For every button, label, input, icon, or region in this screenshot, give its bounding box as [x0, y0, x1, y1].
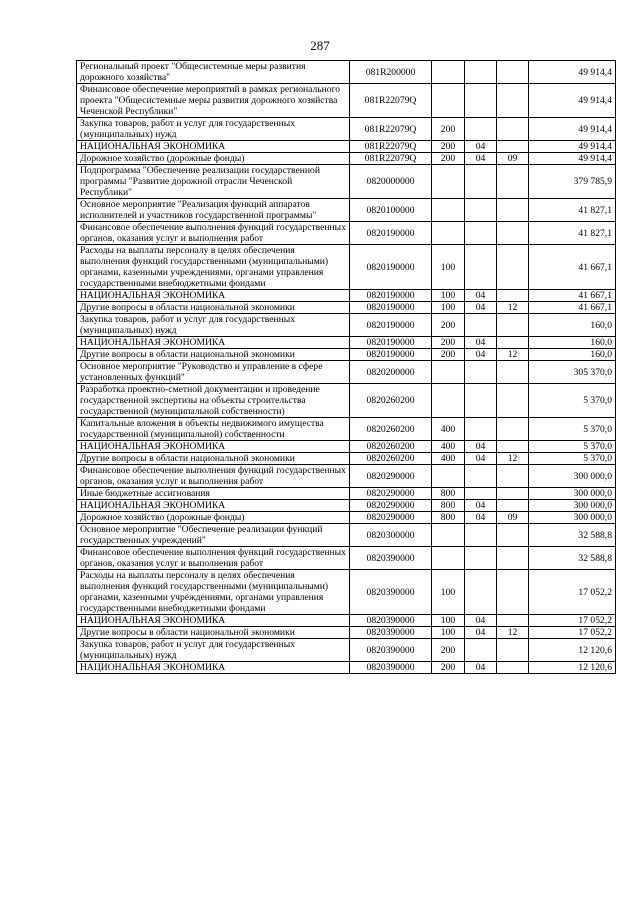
row-expense-type: 100	[432, 245, 465, 290]
row-section: 04	[465, 337, 497, 349]
row-subsection: 12	[497, 627, 529, 639]
row-expense-type: 100	[432, 627, 465, 639]
table-row	[77, 639, 616, 662]
row-amount: 32 588,8	[529, 524, 616, 547]
row-name: Расходы на выплаты персоналу в целях обеспечения выполнения функций государственными (муниципальными) органами, казенными учреждениями, органами управления государственными внебюджетными фондами	[77, 570, 350, 615]
row-name: Закупка товаров, работ и услуг для государственных (муниципальных) нужд	[77, 639, 350, 662]
row-subsection: 09	[497, 512, 529, 524]
row-name: Финансовое обеспечение выполнения функций государственных органов, оказания услуг и выполнения работ	[77, 547, 350, 570]
row-amount: 300 000,0	[529, 465, 616, 488]
row-expense-type: 100	[432, 615, 465, 627]
row-name: Основное мероприятие "Реализация функций аппаратов исполнителей и участников государственной программы"	[77, 199, 350, 222]
row-name: Закупка товаров, работ и услуг для государственных (муниципальных) нужд	[77, 118, 350, 141]
row-target-code: 0820190000	[350, 245, 432, 290]
table-row	[77, 314, 616, 337]
row-expense-type	[432, 165, 465, 199]
row-amount: 49 914,4	[529, 141, 616, 153]
row-target-code: 0820190000	[350, 222, 432, 245]
row-subsection	[497, 500, 529, 512]
row-expense-type	[432, 361, 465, 384]
row-expense-type: 200	[432, 349, 465, 361]
row-name: Региональный проект "Общесистемные меры развития дорожного хозяйства"	[77, 61, 350, 84]
table-row	[77, 441, 616, 453]
row-name: Финансовое обеспечение выполнения функций государственных органов, оказания услуг и выполнения работ	[77, 222, 350, 245]
row-amount: 41 827,1	[529, 222, 616, 245]
budget-table	[76, 60, 616, 674]
row-amount: 305 370,0	[529, 361, 616, 384]
row-subsection	[497, 547, 529, 570]
row-amount: 41 667,1	[529, 290, 616, 302]
row-name: Другие вопросы в области национальной экономики	[77, 627, 350, 639]
row-expense-type	[432, 465, 465, 488]
row-target-code: 0820390000	[350, 547, 432, 570]
row-amount: 300 000,0	[529, 488, 616, 500]
row-amount: 5 370,0	[529, 453, 616, 465]
row-subsection: 12	[497, 302, 529, 314]
row-target-code: 081R200000	[350, 61, 432, 84]
table-row	[77, 222, 616, 245]
row-target-code: 0820200000	[350, 361, 432, 384]
row-expense-type: 800	[432, 500, 465, 512]
row-expense-type: 100	[432, 570, 465, 615]
row-subsection: 12	[497, 349, 529, 361]
row-subsection	[497, 441, 529, 453]
row-subsection	[497, 61, 529, 84]
row-target-code: 0820390000	[350, 570, 432, 615]
row-section: 04	[465, 512, 497, 524]
row-amount: 17 052,2	[529, 570, 616, 615]
row-expense-type	[432, 222, 465, 245]
row-amount: 300 000,0	[529, 500, 616, 512]
table-row	[77, 61, 616, 84]
row-target-code: 0820260200	[350, 441, 432, 453]
row-amount: 5 370,0	[529, 441, 616, 453]
row-name: НАЦИОНАЛЬНАЯ ЭКОНОМИКА	[77, 290, 350, 302]
row-expense-type	[432, 547, 465, 570]
row-expense-type: 200	[432, 639, 465, 662]
page-number: 287	[310, 38, 330, 53]
table-row	[77, 488, 616, 500]
row-name: НАЦИОНАЛЬНАЯ ЭКОНОМИКА	[77, 500, 350, 512]
row-amount: 49 914,4	[529, 118, 616, 141]
row-expense-type: 200	[432, 337, 465, 349]
table-row	[77, 141, 616, 153]
table-row	[77, 384, 616, 418]
row-section	[465, 222, 497, 245]
row-expense-type: 100	[432, 302, 465, 314]
table-row	[77, 547, 616, 570]
row-amount: 5 370,0	[529, 418, 616, 441]
row-section: 04	[465, 141, 497, 153]
row-target-code: 081R22079Q	[350, 141, 432, 153]
row-section	[465, 361, 497, 384]
row-name: Разработка проектно-сметной документации и проведение государственной экспертизы на объекты строительства государственной (муниципальной собственности)	[77, 384, 350, 418]
row-subsection	[497, 314, 529, 337]
row-name: Другие вопросы в области национальной экономики	[77, 302, 350, 314]
row-name: НАЦИОНАЛЬНАЯ ЭКОНОМИКА	[77, 441, 350, 453]
row-name: Иные бюджетные ассигнования	[77, 488, 350, 500]
row-subsection	[497, 524, 529, 547]
row-target-code: 0820190000	[350, 337, 432, 349]
row-section: 04	[465, 153, 497, 165]
row-name: Капитальные вложения в объекты недвижимого имущества государственной (муниципальной) собственности	[77, 418, 350, 441]
row-section: 04	[465, 615, 497, 627]
row-expense-type	[432, 524, 465, 547]
row-target-code: 0820000000	[350, 165, 432, 199]
row-target-code: 0820290000	[350, 465, 432, 488]
row-expense-type: 400	[432, 418, 465, 441]
row-section	[465, 61, 497, 84]
row-subsection	[497, 570, 529, 615]
row-target-code: 0820190000	[350, 290, 432, 302]
table-row	[77, 627, 616, 639]
row-subsection	[497, 84, 529, 118]
row-expense-type: 100	[432, 290, 465, 302]
table-row	[77, 153, 616, 165]
row-subsection	[497, 384, 529, 418]
table-row	[77, 524, 616, 547]
table-row	[77, 615, 616, 627]
row-amount: 160,0	[529, 349, 616, 361]
row-amount: 41 667,1	[529, 302, 616, 314]
row-section: 04	[465, 302, 497, 314]
row-subsection	[497, 245, 529, 290]
row-subsection	[497, 141, 529, 153]
row-section: 04	[465, 662, 497, 674]
row-amount: 160,0	[529, 337, 616, 349]
row-target-code: 0820390000	[350, 662, 432, 674]
row-subsection	[497, 615, 529, 627]
row-section	[465, 199, 497, 222]
row-expense-type: 200	[432, 153, 465, 165]
row-amount: 5 370,0	[529, 384, 616, 418]
row-expense-type	[432, 384, 465, 418]
row-section	[465, 488, 497, 500]
row-target-code: 0820300000	[350, 524, 432, 547]
row-section	[465, 570, 497, 615]
row-subsection	[497, 639, 529, 662]
row-subsection	[497, 662, 529, 674]
table-row	[77, 165, 616, 199]
row-amount: 49 914,4	[529, 153, 616, 165]
table-row	[77, 84, 616, 118]
row-amount: 41 827,1	[529, 199, 616, 222]
row-subsection: 09	[497, 153, 529, 165]
table-row	[77, 245, 616, 290]
table-row	[77, 290, 616, 302]
table-row	[77, 418, 616, 441]
row-name: НАЦИОНАЛЬНАЯ ЭКОНОМИКА	[77, 615, 350, 627]
row-subsection	[497, 199, 529, 222]
row-amount: 17 052,2	[529, 627, 616, 639]
row-target-code: 0820390000	[350, 627, 432, 639]
row-amount: 32 588,8	[529, 547, 616, 570]
row-subsection	[497, 165, 529, 199]
row-amount: 12 120,6	[529, 639, 616, 662]
row-name: НАЦИОНАЛЬНАЯ ЭКОНОМИКА	[77, 141, 350, 153]
row-amount: 41 667,1	[529, 245, 616, 290]
row-expense-type: 400	[432, 453, 465, 465]
budget-table-body	[77, 61, 616, 674]
row-amount: 300 000,0	[529, 512, 616, 524]
row-section	[465, 384, 497, 418]
row-subsection	[497, 361, 529, 384]
row-target-code: 0820260200	[350, 384, 432, 418]
row-target-code: 0820100000	[350, 199, 432, 222]
row-name: Дорожное хозяйство (дорожные фонды)	[77, 153, 350, 165]
row-section	[465, 418, 497, 441]
row-section: 04	[465, 349, 497, 361]
table-row	[77, 349, 616, 361]
table-row	[77, 512, 616, 524]
table-row	[77, 302, 616, 314]
row-amount: 12 120,6	[529, 662, 616, 674]
row-subsection: 12	[497, 453, 529, 465]
table-row	[77, 465, 616, 488]
row-section	[465, 547, 497, 570]
table-row	[77, 500, 616, 512]
row-section	[465, 165, 497, 199]
row-section	[465, 84, 497, 118]
table-row	[77, 199, 616, 222]
row-subsection	[497, 418, 529, 441]
row-name: НАЦИОНАЛЬНАЯ ЭКОНОМИКА	[77, 662, 350, 674]
row-expense-type	[432, 199, 465, 222]
row-target-code: 0820190000	[350, 314, 432, 337]
row-target-code: 0820290000	[350, 488, 432, 500]
table-row	[77, 337, 616, 349]
row-expense-type	[432, 84, 465, 118]
row-target-code: 0820190000	[350, 302, 432, 314]
row-target-code: 0820290000	[350, 512, 432, 524]
row-subsection	[497, 118, 529, 141]
row-name: Другие вопросы в области национальной экономики	[77, 349, 350, 361]
row-section	[465, 465, 497, 488]
row-amount: 379 785,9	[529, 165, 616, 199]
row-name: Подпрограмма "Обеспечение реализации государственной программы "Развитие дорожной отрасли Чеченской Республики"	[77, 165, 350, 199]
row-name: Закупка товаров, работ и услуг для государственных (муниципальных) нужд	[77, 314, 350, 337]
row-section: 04	[465, 441, 497, 453]
row-target-code: 0820260200	[350, 418, 432, 441]
row-name: Расходы на выплаты персоналу в целях обеспечения выполнения функций государственными (муниципальными) органами, казенными учреждениями, органами управления государственными внебюджетными фондами	[77, 245, 350, 290]
row-section: 04	[465, 500, 497, 512]
row-target-code: 0820390000	[350, 639, 432, 662]
table-row	[77, 453, 616, 465]
row-expense-type: 800	[432, 512, 465, 524]
table-row	[77, 118, 616, 141]
row-section: 04	[465, 627, 497, 639]
row-amount: 49 914,4	[529, 84, 616, 118]
row-amount: 49 914,4	[529, 61, 616, 84]
row-subsection	[497, 488, 529, 500]
row-section	[465, 245, 497, 290]
row-target-code: 081R22079Q	[350, 118, 432, 141]
row-name: Другие вопросы в области национальной экономики	[77, 453, 350, 465]
row-subsection	[497, 222, 529, 245]
row-name: Финансовое обеспечение мероприятий в рамках регионального проекта "Общесистемные меры развития дорожного хозяйства Чеченской Республики"	[77, 84, 350, 118]
table-row	[77, 662, 616, 674]
row-name: Основное мероприятие "Руководство и управление в сфере установленных функций"	[77, 361, 350, 384]
row-amount: 160,0	[529, 314, 616, 337]
row-subsection	[497, 290, 529, 302]
row-section	[465, 314, 497, 337]
row-target-code: 0820290000	[350, 500, 432, 512]
row-target-code: 081R22079Q	[350, 153, 432, 165]
row-target-code: 0820260200	[350, 453, 432, 465]
row-subsection	[497, 337, 529, 349]
row-expense-type: 200	[432, 118, 465, 141]
table-row	[77, 570, 616, 615]
table-row	[77, 361, 616, 384]
row-expense-type: 400	[432, 441, 465, 453]
row-section: 04	[465, 453, 497, 465]
row-expense-type: 200	[432, 314, 465, 337]
row-name: НАЦИОНАЛЬНАЯ ЭКОНОМИКА	[77, 337, 350, 349]
row-name: Основное мероприятие "Обеспечение реализации функций государственных учреждений"	[77, 524, 350, 547]
row-section: 04	[465, 290, 497, 302]
row-section	[465, 118, 497, 141]
row-name: Дорожное хозяйство (дорожные фонды)	[77, 512, 350, 524]
row-target-code: 0820390000	[350, 615, 432, 627]
row-target-code: 0820190000	[350, 349, 432, 361]
row-name: Финансовое обеспечение выполнения функций государственных органов, оказания услуг и выполнения работ	[77, 465, 350, 488]
row-expense-type: 800	[432, 488, 465, 500]
row-section	[465, 524, 497, 547]
row-section	[465, 639, 497, 662]
row-expense-type	[432, 61, 465, 84]
row-expense-type: 200	[432, 141, 465, 153]
row-amount: 17 052,2	[529, 615, 616, 627]
row-expense-type: 200	[432, 662, 465, 674]
row-subsection	[497, 465, 529, 488]
row-target-code: 081R22079Q	[350, 84, 432, 118]
